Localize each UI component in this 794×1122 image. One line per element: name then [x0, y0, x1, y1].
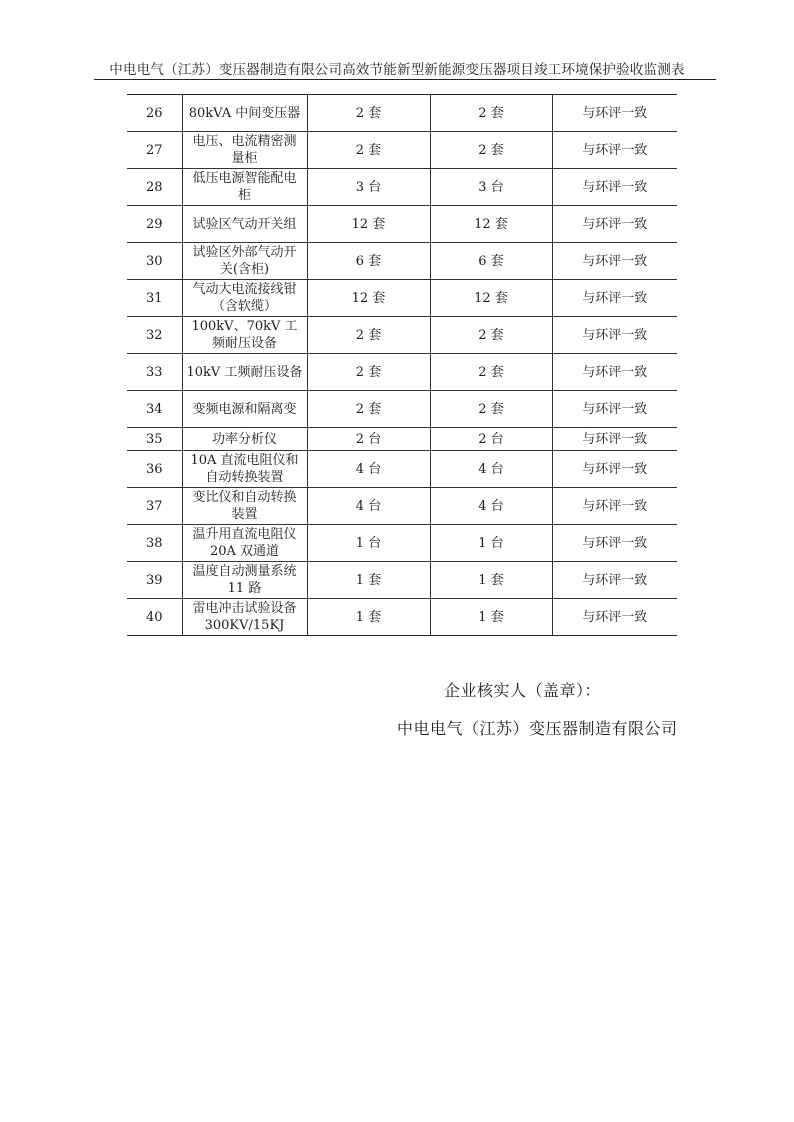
row-number: 38 — [127, 525, 182, 562]
table-row — [127, 206, 677, 243]
table-row — [127, 525, 677, 562]
actual-quantity: 2 套 — [430, 95, 552, 132]
planned-quantity: 1 套 — [307, 562, 430, 599]
consistency-result: 与环评一致 — [552, 428, 677, 451]
consistency-result: 与环评一致 — [552, 599, 677, 636]
equipment-name: 100kV、70kV 工频耐压设备 — [182, 317, 307, 354]
equipment-name: 功率分析仪 — [182, 428, 307, 451]
row-number: 34 — [127, 391, 182, 428]
row-number: 35 — [127, 428, 182, 451]
consistency-result: 与环评一致 — [552, 243, 677, 280]
actual-quantity: 2 套 — [430, 391, 552, 428]
row-number: 28 — [127, 169, 182, 206]
actual-quantity: 12 套 — [430, 206, 552, 243]
consistency-result: 与环评一致 — [552, 132, 677, 169]
row-number: 33 — [127, 354, 182, 391]
planned-quantity: 4 台 — [307, 451, 430, 488]
equipment-table-body — [127, 95, 677, 636]
table-row — [127, 132, 677, 169]
planned-quantity: 12 套 — [307, 206, 430, 243]
equipment-name: 试验区气动开关组 — [182, 206, 307, 243]
page-header: 中电电气（江苏）变压器制造有限公司高效节能新型新能源变压器项目竣工环境保护验收监测表 — [109, 62, 685, 78]
actual-quantity: 6 套 — [430, 243, 552, 280]
row-number: 29 — [127, 206, 182, 243]
actual-quantity: 3 台 — [430, 169, 552, 206]
planned-quantity: 2 套 — [307, 391, 430, 428]
planned-quantity: 12 套 — [307, 280, 430, 317]
row-number: 39 — [127, 562, 182, 599]
consistency-result: 与环评一致 — [552, 562, 677, 599]
consistency-result: 与环评一致 — [552, 354, 677, 391]
table-row — [127, 243, 677, 280]
table-row — [127, 599, 677, 636]
verifier-seal-label: 企业核实人（盖章）： — [444, 681, 602, 700]
planned-quantity: 1 套 — [307, 599, 430, 636]
table-row — [127, 391, 677, 428]
row-number: 32 — [127, 317, 182, 354]
consistency-result: 与环评一致 — [552, 169, 677, 206]
table-row — [127, 169, 677, 206]
equipment-table — [127, 94, 677, 636]
actual-quantity: 2 套 — [430, 354, 552, 391]
row-number: 27 — [127, 132, 182, 169]
equipment-name: 气动大电流接线钳（含软缆） — [182, 280, 307, 317]
equipment-name: 变比仪和自动转换装置 — [182, 488, 307, 525]
table-row — [127, 428, 677, 451]
consistency-result: 与环评一致 — [552, 525, 677, 562]
equipment-name: 试验区外部气动开关(含柜) — [182, 243, 307, 280]
planned-quantity: 6 套 — [307, 243, 430, 280]
table-row — [127, 280, 677, 317]
planned-quantity: 2 台 — [307, 428, 430, 451]
planned-quantity: 4 台 — [307, 488, 430, 525]
actual-quantity: 2 套 — [430, 317, 552, 354]
planned-quantity: 2 套 — [307, 354, 430, 391]
actual-quantity: 2 套 — [430, 132, 552, 169]
consistency-result: 与环评一致 — [552, 95, 677, 132]
actual-quantity: 2 台 — [430, 428, 552, 451]
equipment-name: 80kVA 中间变压器 — [182, 95, 307, 132]
equipment-name: 低压电源智能配电柜 — [182, 169, 307, 206]
equipment-name: 温度自动测量系统 11 路 — [182, 562, 307, 599]
actual-quantity: 12 套 — [430, 280, 552, 317]
equipment-name: 温升用直流电阻仪 20A 双通道 — [182, 525, 307, 562]
table-row — [127, 354, 677, 391]
consistency-result: 与环评一致 — [552, 451, 677, 488]
table-row — [127, 562, 677, 599]
row-number: 31 — [127, 280, 182, 317]
company-name: 中电电气（江苏）变压器制造有限公司 — [397, 719, 678, 738]
consistency-result: 与环评一致 — [552, 391, 677, 428]
planned-quantity: 2 套 — [307, 132, 430, 169]
table-row — [127, 451, 677, 488]
actual-quantity: 1 台 — [430, 525, 552, 562]
consistency-result: 与环评一致 — [552, 317, 677, 354]
actual-quantity: 1 套 — [430, 599, 552, 636]
equipment-name: 变频电源和隔离变 — [182, 391, 307, 428]
header-divider — [94, 79, 716, 80]
table-row — [127, 488, 677, 525]
actual-quantity: 4 台 — [430, 451, 552, 488]
planned-quantity: 2 套 — [307, 95, 430, 132]
consistency-result: 与环评一致 — [552, 280, 677, 317]
row-number: 26 — [127, 95, 182, 132]
equipment-name: 电压、电流精密测量柜 — [182, 132, 307, 169]
consistency-result: 与环评一致 — [552, 206, 677, 243]
actual-quantity: 4 台 — [430, 488, 552, 525]
row-number: 30 — [127, 243, 182, 280]
consistency-result: 与环评一致 — [552, 488, 677, 525]
planned-quantity: 2 套 — [307, 317, 430, 354]
equipment-name: 雷电冲击试验设备 300KV/15KJ — [182, 599, 307, 636]
table-row — [127, 317, 677, 354]
equipment-name: 10kV 工频耐压设备 — [182, 354, 307, 391]
planned-quantity: 1 台 — [307, 525, 430, 562]
equipment-name: 10A 直流电阻仪和自动转换装置 — [182, 451, 307, 488]
row-number: 40 — [127, 599, 182, 636]
table-row — [127, 95, 677, 132]
actual-quantity: 1 套 — [430, 562, 552, 599]
row-number: 37 — [127, 488, 182, 525]
planned-quantity: 3 台 — [307, 169, 430, 206]
row-number: 36 — [127, 451, 182, 488]
